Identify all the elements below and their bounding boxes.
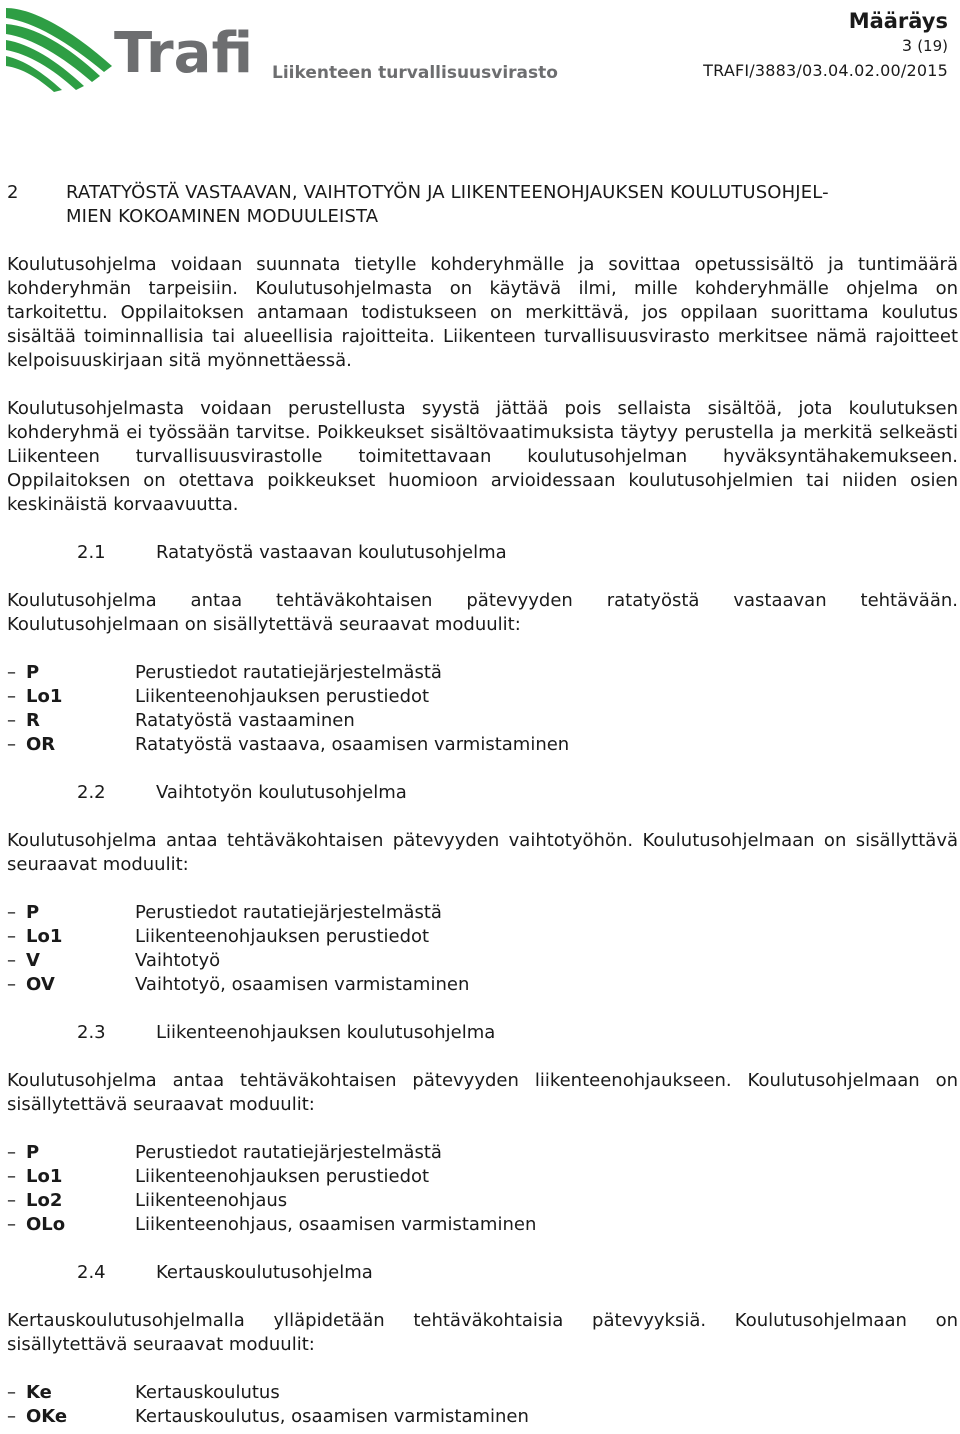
list-item: – Lo1 Liikenteenohjauksen perustiedot (7, 1165, 958, 1189)
list-item: – P Perustiedot rautatiejärjestelmästä (7, 1141, 958, 1165)
module-code: Lo1 (26, 686, 63, 707)
list-item: – R Ratatyöstä vastaaminen (7, 709, 958, 733)
page-total: (19) (917, 37, 948, 55)
module-description: Kertauskoulutus, osaamisen varmistaminen (135, 1406, 529, 1427)
subsection-title: Vaihtotyön koulutusohjelma (156, 782, 407, 803)
trafi-logo (4, 2, 558, 92)
subsection-number: 2.3 (77, 1022, 106, 1043)
module-code: OR (26, 734, 56, 755)
paragraph: Koulutusohjelma antaa tehtäväkohtaisen pätevyyden ratatyöstä vastaavan tehtävään. Koulutusohjelmaan on sisällytettävä seuraavat moduulit: (7, 590, 958, 635)
subsection-number: 2.2 (77, 782, 106, 803)
list-item: – OV Vaihtotyö, osaamisen varmistaminen (7, 973, 958, 997)
module-description: Perustiedot rautatiejärjestelmästä (135, 662, 442, 683)
list-item: – OR Ratatyöstä vastaava, osaamisen varmistaminen (7, 733, 958, 757)
module-code: P (26, 1142, 40, 1163)
list-item: – Lo1 Liikenteenohjauksen perustiedot (7, 685, 958, 709)
subsection-title: Ratatyöstä vastaavan koulutusohjelma (156, 542, 507, 563)
module-description: Vaihtotyö (135, 950, 221, 971)
paragraph: Kertauskoulutusohjelmalla ylläpidetään tehtäväkohtaisia pätevyyksiä. Koulutusohjelmaan on sisällytettävä seuraavat moduulit: (7, 1310, 958, 1355)
module-description: Liikenteenohjaus (135, 1190, 288, 1211)
list-item: – Lo2 Liikenteenohjaus (7, 1189, 958, 1213)
module-code: Lo1 (26, 926, 63, 947)
subsection-heading (7, 541, 958, 565)
module-code: Ke (26, 1382, 52, 1403)
module-description: Perustiedot rautatiejärjestelmästä (135, 1142, 442, 1163)
logo-subtitle: Liikenteen turvallisuusvirasto (272, 63, 558, 83)
paragraph: Koulutusohjelmasta voidaan perustellusta syystä jättää pois sellaista sisältöä, jota koulutuksen kohderyhmä ei työssään tarvitse. Poikkeukset sisältövaatimuksista täytyy perustella ja merkitä selkeästi Liikenteen turvallisuusvirastolle toimitettavaan koulutusohjelman hyväksyntähakemukseen. Oppilaitoksen on otettava poikkeukset huomioon arvioidessaan koulutusohjelmien tai niiden osien keskinäistä korvaavuutta. (7, 398, 958, 515)
document-header (703, 8, 948, 84)
module-list (7, 901, 958, 997)
module-list (7, 1141, 958, 1237)
section-number: 2 (7, 182, 19, 203)
section-heading (7, 181, 958, 229)
module-code: OKe (26, 1406, 68, 1427)
module-description: Liikenteenohjauksen perustiedot (135, 1166, 430, 1187)
module-list (7, 661, 958, 757)
module-description: Ratatyöstä vastaaminen (135, 710, 355, 731)
module-code: Lo2 (26, 1190, 63, 1211)
module-description: Ratatyöstä vastaava, osaamisen varmistaminen (135, 734, 570, 755)
list-item: – Lo1 Liikenteenohjauksen perustiedot (7, 925, 958, 949)
list-item: – OLo Liikenteenohjaus, osaamisen varmistaminen (7, 1213, 958, 1237)
list-item: – V Vaihtotyö (7, 949, 958, 973)
module-code: R (26, 710, 40, 731)
document-type: Määräys (848, 9, 948, 33)
trafi-swoosh-icon (6, 8, 112, 92)
logo-wordmark: Trafi (114, 21, 253, 86)
module-code: Lo1 (26, 1166, 63, 1187)
module-description: Liikenteenohjaus, osaamisen varmistaminen (135, 1214, 537, 1235)
subsection-heading (7, 1021, 958, 1045)
module-code: P (26, 662, 40, 683)
subsection-title: Kertauskoulutusohjelma (156, 1262, 373, 1283)
module-description: Liikenteenohjauksen perustiedot (135, 686, 430, 707)
paragraph: Koulutusohjelma antaa tehtäväkohtaisen pätevyyden liikenteenohjaukseen. Koulutusohjelmaan on sisällytettävä seuraavat moduulit: (7, 1070, 958, 1115)
subsection-number: 2.1 (77, 542, 106, 563)
module-code: V (26, 950, 40, 971)
module-code: P (26, 902, 40, 923)
document-body (7, 181, 958, 1429)
document-reference: TRAFI/3883/03.04.02.00/2015 (703, 61, 948, 80)
module-description: Liikenteenohjauksen perustiedot (135, 926, 430, 947)
page-number (703, 34, 948, 58)
list-item: – P Perustiedot rautatiejärjestelmästä (7, 661, 958, 685)
module-code: OLo (26, 1214, 66, 1235)
subsection-number: 2.4 (77, 1262, 106, 1283)
section-title: RATATYÖSTÄ VASTAAVAN, VAIHTOTYÖN JA LIIKENTEENOHJAUKSEN KOULUTUSOHJEL- MIEN KOKOAMINEN MODUULEISTA (66, 182, 829, 227)
list-item: – P Perustiedot rautatiejärjestelmästä (7, 901, 958, 925)
module-code: OV (26, 974, 55, 995)
subsection-title: Liikenteenohjauksen koulutusohjelma (156, 1022, 496, 1043)
module-description: Kertauskoulutus (135, 1382, 280, 1403)
list-item: – OKe Kertauskoulutus, osaamisen varmistaminen (7, 1405, 958, 1429)
list-item: – Ke Kertauskoulutus (7, 1381, 958, 1405)
paragraph: Koulutusohjelma antaa tehtäväkohtaisen pätevyyden vaihtotyöhön. Koulutusohjelmaan on sisällyttävä seuraavat moduulit: (7, 830, 958, 875)
subsection-heading (7, 781, 958, 805)
paragraph: Koulutusohjelma voidaan suunnata tietylle kohderyhmälle ja sovittaa opetussisältö ja tuntimäärä kohderyhmän tarpeisiin. Koulutusohjelmasta on käytävä ilmi, mille kohderyhmälle ohjelma on tarkoitettu. Oppilaitoksen antamaan todistukseen on merkittävä, jos oppilaan suorittama koulutus sisältää toiminnallisia tai alueellisia rajoitteita. Liikenteen turvallisuusvirasto merkitsee nämä rajoitteet kelpoisuuskirjaan sitä myönnettäessä. (7, 254, 958, 371)
module-description: Perustiedot rautatiejärjestelmästä (135, 902, 442, 923)
module-description: Vaihtotyö, osaamisen varmistaminen (135, 974, 470, 995)
page-current: 3 (901, 36, 913, 55)
subsection-heading (7, 1261, 958, 1285)
module-list (7, 1381, 958, 1429)
